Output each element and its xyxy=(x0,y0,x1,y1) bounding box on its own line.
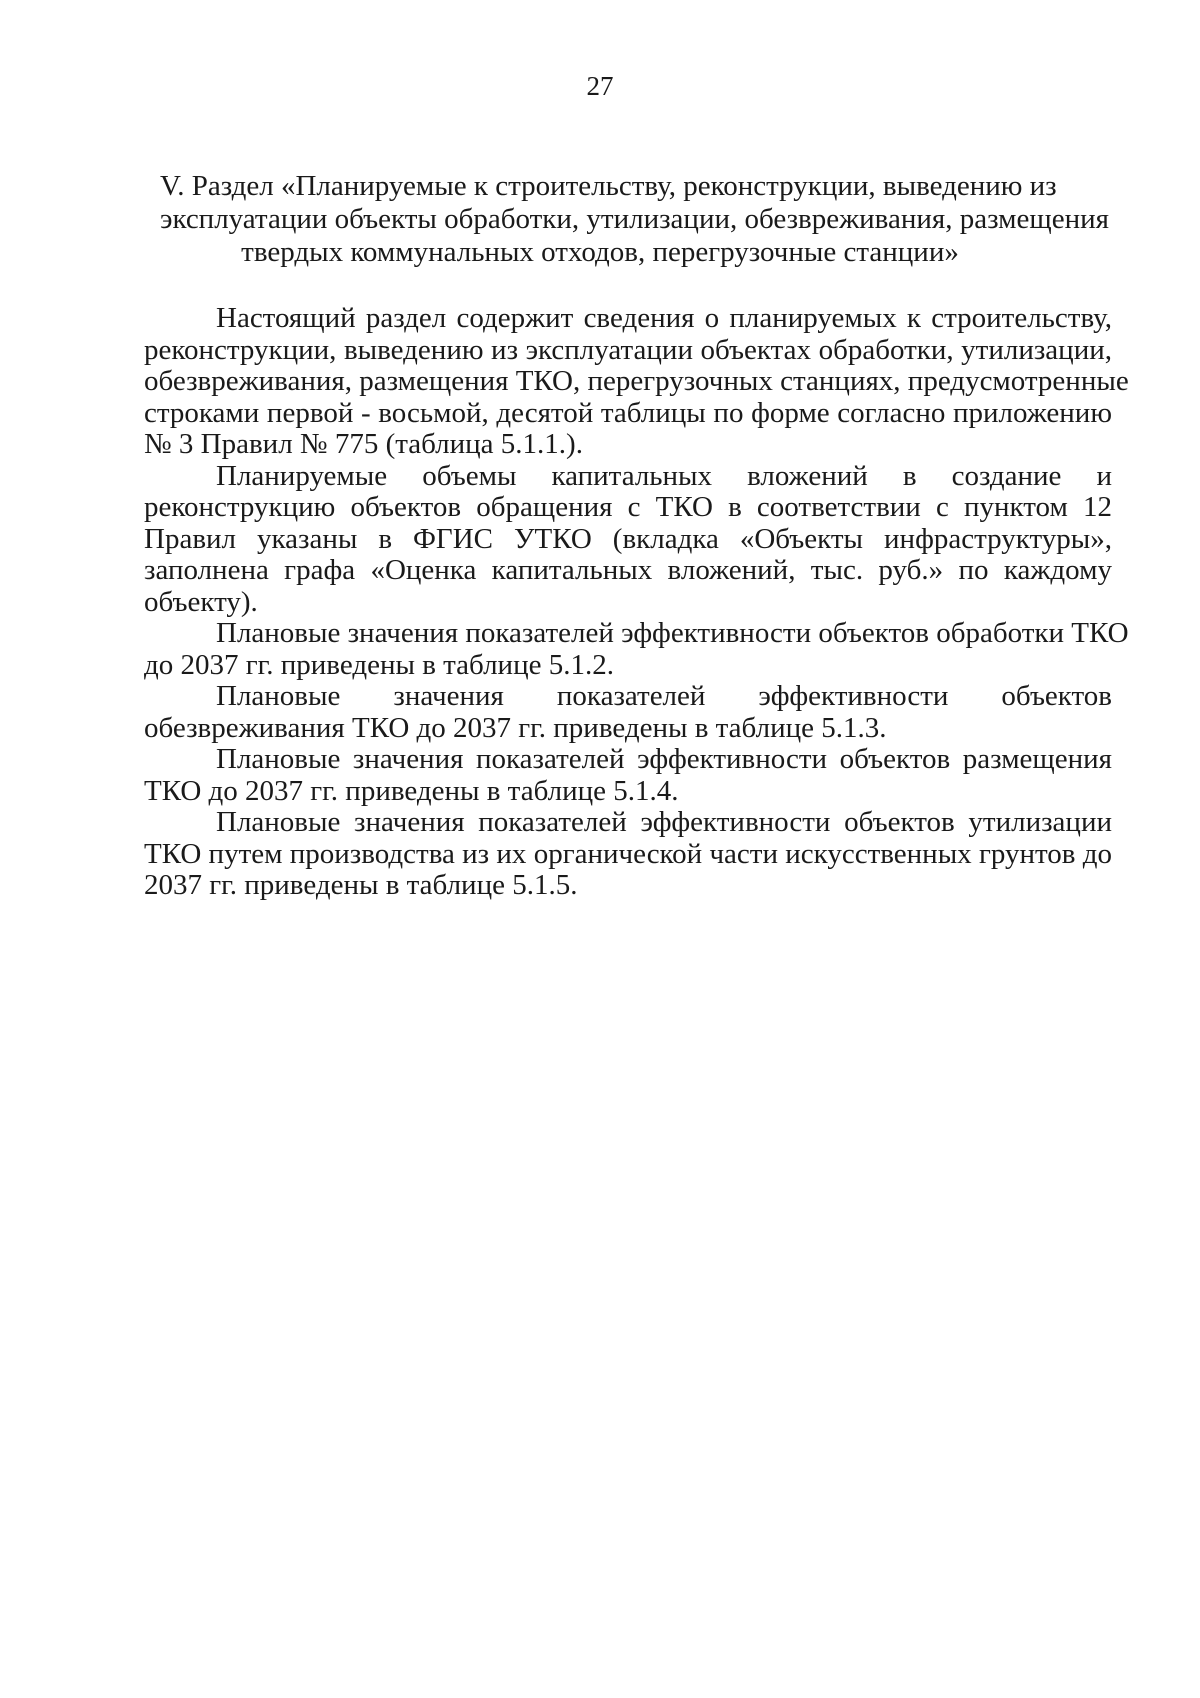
section-heading-line: V. Раздел «Планируемые к строительству, реконструкции, выведению из xyxy=(160,170,1057,202)
paragraph-line: Настоящий раздел содержит сведения о планируемых к строительству, xyxy=(216,302,1112,334)
paragraph-line: объекту). xyxy=(144,585,258,618)
paragraph-line: до 2037 гг. приведены в таблице 5.1.2. xyxy=(144,648,614,681)
paragraph-line: обезвреживания ТКО до 2037 гг. приведены в таблице 5.1.3. xyxy=(144,711,887,744)
paragraph-line: обезвреживания, размещения ТКО, перегрузочных станциях, предусмотренные xyxy=(144,365,1129,397)
paragraph-line: ТКО путем производства из их органической части искусственных грунтов до xyxy=(144,837,1112,870)
paragraph-line: 2037 гг. приведены в таблице 5.1.5. xyxy=(144,869,578,901)
paragraph-line: Плановые значения показателей эффективности объектов обработки ТКО xyxy=(216,617,1129,649)
paragraph-line: Правил указаны в ФГИС УТКО (вкладка «Объекты инфраструктуры», xyxy=(144,522,1112,555)
paragraph-line: ТКО до 2037 гг. приведены в таблице 5.1.4. xyxy=(144,774,679,807)
paragraph xyxy=(144,461,1112,619)
paragraph-line: Плановые значения показателей эффективности объектов размещения xyxy=(216,743,1112,775)
paragraph-line: строками первой - восьмой, десятой таблицы по форме согласно приложению xyxy=(144,396,1112,429)
section-heading xyxy=(160,170,1109,269)
paragraph xyxy=(144,807,1112,902)
body-text xyxy=(144,302,1129,902)
section-heading-line: твердых коммунальных отходов, перегрузочные станции» xyxy=(241,236,959,268)
paragraph-line: реконструкцию объектов обращения с ТКО в соответствии с пунктом 12 xyxy=(144,491,1112,523)
paragraph xyxy=(144,302,1129,461)
paragraph xyxy=(144,744,1112,807)
paragraph xyxy=(144,617,1129,681)
paragraph xyxy=(144,681,1112,744)
paragraph-line: Плановые значения показателей эффективности объектов xyxy=(216,680,1112,712)
paragraph-line: заполнена графа «Оценка капитальных вложений, тыс. руб.» по каждому xyxy=(144,554,1112,586)
page-number: 27 xyxy=(586,71,614,101)
paragraph-line: Планируемые объемы капитальных вложений в создание и xyxy=(216,459,1112,492)
paragraph-line: реконструкции, выведению из эксплуатации объектах обработки, утилизации, xyxy=(144,333,1112,366)
paragraph-line: Плановые значения показателей эффективности объектов утилизации xyxy=(216,806,1112,838)
paragraph-line: № 3 Правил № 775 (таблица 5.1.1.). xyxy=(144,428,583,460)
section-heading-line: эксплуатации объекты обработки, утилизации, обезвреживания, размещения xyxy=(160,203,1109,235)
